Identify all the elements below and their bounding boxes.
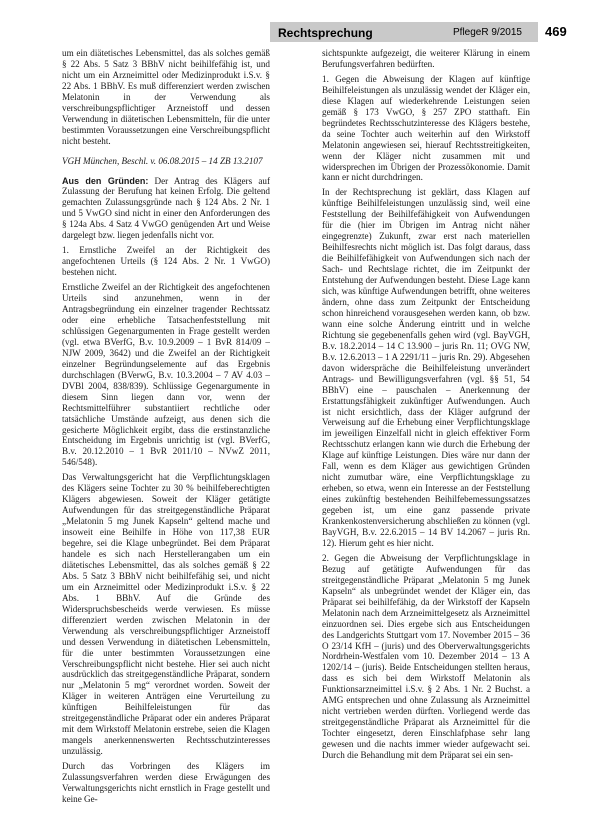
reasons-heading: Aus den Gründen: xyxy=(62,175,149,186)
journal-issue: PflegeR 9/2015 xyxy=(453,27,522,38)
paragraph: Das Verwaltungsgericht hat die Verpflichtungsklagen des Klägers seine Tochter zu 30 % beihilfeberechtigten Klägers abgewiesen. Soweit der Kläger getätigte Aufwendungen für das streitgegenständliche Präparat „Melatonin 5 mg Junek Kapseln“ geltend mache und insoweit eine Beihilfe in Höhe von 117,38 EUR begehre, sei die Klage unbegründet. Bei dem Präparat handele es sich nach Herstellerangaben um ein diätetisches Lebensmittel, das als solches gemäß § 22 Abs. 5 Satz 3 BBhV nicht beihilfefähig sei, und nicht um ein Arzneimittel oder Medizinprodukt i.S.v. § 22 Abs. 1 BBhV. Auf die Gründe des Widerspruchsbescheids werde verwiesen. Es müsse differenziert werden zwischen Melatonin in der Verwendung als verschreibungspflichtiger Arzneistoff und dessen Verwendung in diätetischen Lebensmitteln, für die unter bestimmten Voraussetzungen eine Verschreibungspflicht nicht bestehe. Hier sei auch nicht ausdrücklich das streitgegenständliche Präparat, sondern nur „Melatonin 5 mg“ verordnet worden. Soweit der Kläger in weiteren Anträgen eine Verurteilung zu künftigen Beihilfeleistungen für das streitgegenständliche Präparat oder ein anderes Präparat mit dem Wirkstoff Melatonin erstrebe, seien die Klagen mangels anerkennenswerten Rechtsschutzinteresses unzulässig. xyxy=(62,472,270,757)
paragraph: um ein diätetisches Lebensmittel, das als solches gemäß § 22 Abs. 5 Satz 3 BBhV nicht beihilfefähig ist, und nicht um ein Arzneimittel oder Medizinprodukt i.S.v. § 22 Abs. 1 BBhV. Es muß differenziert werden zwischen Melatonin in der Verwendung als verschreibungspflichtiger Arzneistoff und dessen Verwendung in diätetischen Lebensmitteln, für die unter bestimmten Voraussetzungen eine Verschreibungspflicht nicht besteht. xyxy=(62,48,270,146)
right-column xyxy=(322,48,530,761)
paragraph xyxy=(62,176,270,242)
section-title: Rechtsprechung xyxy=(278,26,373,40)
left-column xyxy=(62,48,270,805)
paragraph: 1. Gegen die Abweisung der Klagen auf künftige Beihilfeleistungen als unzulässig wendet der Kläger ein, diese Klagen auf wiederkehrende Leistungen seien gemäß § 173 VwGO, § 257 ZPO statthaft. Ein begründetes Rechtsschutzinteresse des Klägers bestehe, da seine Tochter auch weiterhin auf den Wirkstoff Melatonin angewiesen sei, hierauf Rechtsstreitigkeiten, wenn der Kläger nicht zusammen mit und widersprechen im Übrigen der Prozessökonomie. Damit kann er nicht durchdringen. xyxy=(322,73,530,183)
case-citation: VGH München, Beschl. v. 06.08.2015 – 14 ZB 13.2107 xyxy=(62,155,263,166)
page-number: 469 xyxy=(545,24,567,39)
paragraph: 1. Ernstliche Zweifel an der Richtigkeit des angefochtenen Urteils (§ 124 Abs. 2 Nr. 1 VwGO) bestehen nicht. xyxy=(62,245,270,278)
paragraph: In der Rechtsprechung ist geklärt, dass Klagen auf künftige Beihilfeleistungen unzulässig sind, weil eine Feststellung der Beihilfefähigkeit von Aufwendungen für die (hier im Übrigen im Antrag nicht näher eingegrenzte) Zukunft, zwar erst nach materiellen Beihilfesrechts nicht möglich ist. Das folgt daraus, dass die Beihilfefähigkeit von Aufwendungen sich nach der Sach- und Rechtslage richtet, die im Zeitpunkt der Entstehung der Aufwendungen besteht. Diese Lage kann sich, was künftige Aufwendungen betrifft, ohne weiteres ändern, ohne dass zum Zeitpunkt der Entscheidung schon hinreichend vorausgesehen werden kann, ob bzw. wann eine solche Änderung eintritt und in welche Richtung sie gegebenenfalls gehen wird (vgl. BayVGH, B.v. 18.2.2014 – 14 C 13.900 – juris Rn. 11; OVG NW, B.v. 12.6.2013 – 1 A 2291/11 – juris Rn. 29). Abgesehen davon widerspräche die Beihilfeleistung unverändert Antrags- und Bewilligungsverfahren (vgl. §§ 51, 54 BBhV) eine – pauschalen – Anerkennung der Erstattungsfähigkeit zukünftiger Aufwendungen. Auch ist nicht ersichtlich, dass der Kläger aufgrund der Verweisung auf die Erhebung einer Verpflichtungsklage im jeweiligen Einzelfall nicht in gleich effektiver Form Rechtsschutz erlangen kann wie durch die Erhebung der Klage auf künftige Leistungen. Dies wäre nur dann der Fall, wenn es dem Kläger aus gewichtigen Gründen nicht zumutbar wäre, eine Verpflichtungsklage zu erheben, so etwa, wenn ein Interesse an der Feststellung eines zukünftig bestehenden Beihilfebemessungssatzes gegeben ist, um eine ganz passende private Krankenkostenversicherung abschließen zu können (vgl. BayVGH, B.v. 22.6.2015 – 14 BV 14.2067 – juris Rn. 12). Hierum geht es hier nicht. xyxy=(322,187,530,548)
paragraph-text: Der Antrag des Klägers auf Zulassung der Berufung hat keinen Erfolg. Die geltend gemachten Zulassungsgründe nach § 124 Abs. 2 Nr. 1 und 5 VwGO sind nicht in einer den Anforderungen des § 124a Abs. 4 Satz 4 VwGO genügenden Art und Weise dargelegt bzw. liegen jedenfalls nicht vor. xyxy=(62,175,270,241)
paragraph: Durch das Vorbringen des Klägers im Zulassungsverfahren werden diese Erwägungen des Verwaltungsgerichts nicht ernstlich in Frage gestellt und keine Ge- xyxy=(62,761,270,804)
paragraph: sichtspunkte aufgezeigt, die weiterer Klärung in einem Berufungsverfahren bedürften. xyxy=(322,48,530,69)
paragraph: 2. Gegen die Abweisung der Verpflichtungsklage in Bezug auf getätigte Aufwendungen für das streitgegenständliche Präparat „Melatonin 5 mg Junek Kapseln“ als unbegründet wendet der Kläger ein, das Präparat sei beihilfefähig, da der Wirkstoff der Kapseln Melatonin nach dem Arzneimittelgesetz als Arzneimittel einzuordnen sei. Dies ergebe sich aus Entscheidungen des Landgerichts Stuttgart vom 17. November 2015 – 36 O 23/14 KfH – (juris) und des Oberverwaltungsgerichts Nordrhein-Westfalen vom 10. Dezember 2014 – 13 A 1202/14 – (juris). Beide Entscheidungen stellten heraus, dass es sich bei dem Wirkstoff Melatonin als Funktionsarzneimittel i.S.v. § 2 Abs. 1 Nr. 2 Buchst. a AMG entsprechen und ohne Zulassung als Arzneimittel nicht vertrieben werden dürften. Vorliegend werde das streitgegenständliche Präparat als Arzneimittel für die Tochter eingesetzt, deren Einschlafphase sehr lang gewesen und die nachts immer wieder aufgewacht sei. Durch die Behandlung mit dem Präparat sei ein sen- xyxy=(322,552,530,761)
paragraph: Ernstliche Zweifel an der Richtigkeit des angefochtenen Urteils sind anzunehmen, wenn in der Antragsbegründung ein einzelner tragender Rechtssatz oder eine erhebliche Tatsachenfeststellung mit schlüssigen Gegenargumenten in Frage gestellt werden (vgl. etwa BVerfG, B.v. 10.9.2009 – 1 BvR 814/09 – NJW 2009, 3642) und die Zweifel an der Richtigkeit einzelner Begründungselemente auf das Ergebnis durchschlagen (BVerwG, B.v. 10.3.2004 – 7 AV 4.03 – DVBl 2004, 838/839). Schlüssige Gegenargumente in diesem Sinn liegen dann vor, wenn der Rechtsmittelführer substantiiert rechtliche oder tatsächliche Umstände aufzeigt, aus denen sich die gesicherte Möglichkeit ergibt, dass die erstinstanzliche Entscheidung im Ergebnis unrichtig ist (vgl. BVerfG, B.v. 20.12.2010 – 1 BvR 2011/10 – NVwZ 2011, 546/548). xyxy=(62,282,270,468)
